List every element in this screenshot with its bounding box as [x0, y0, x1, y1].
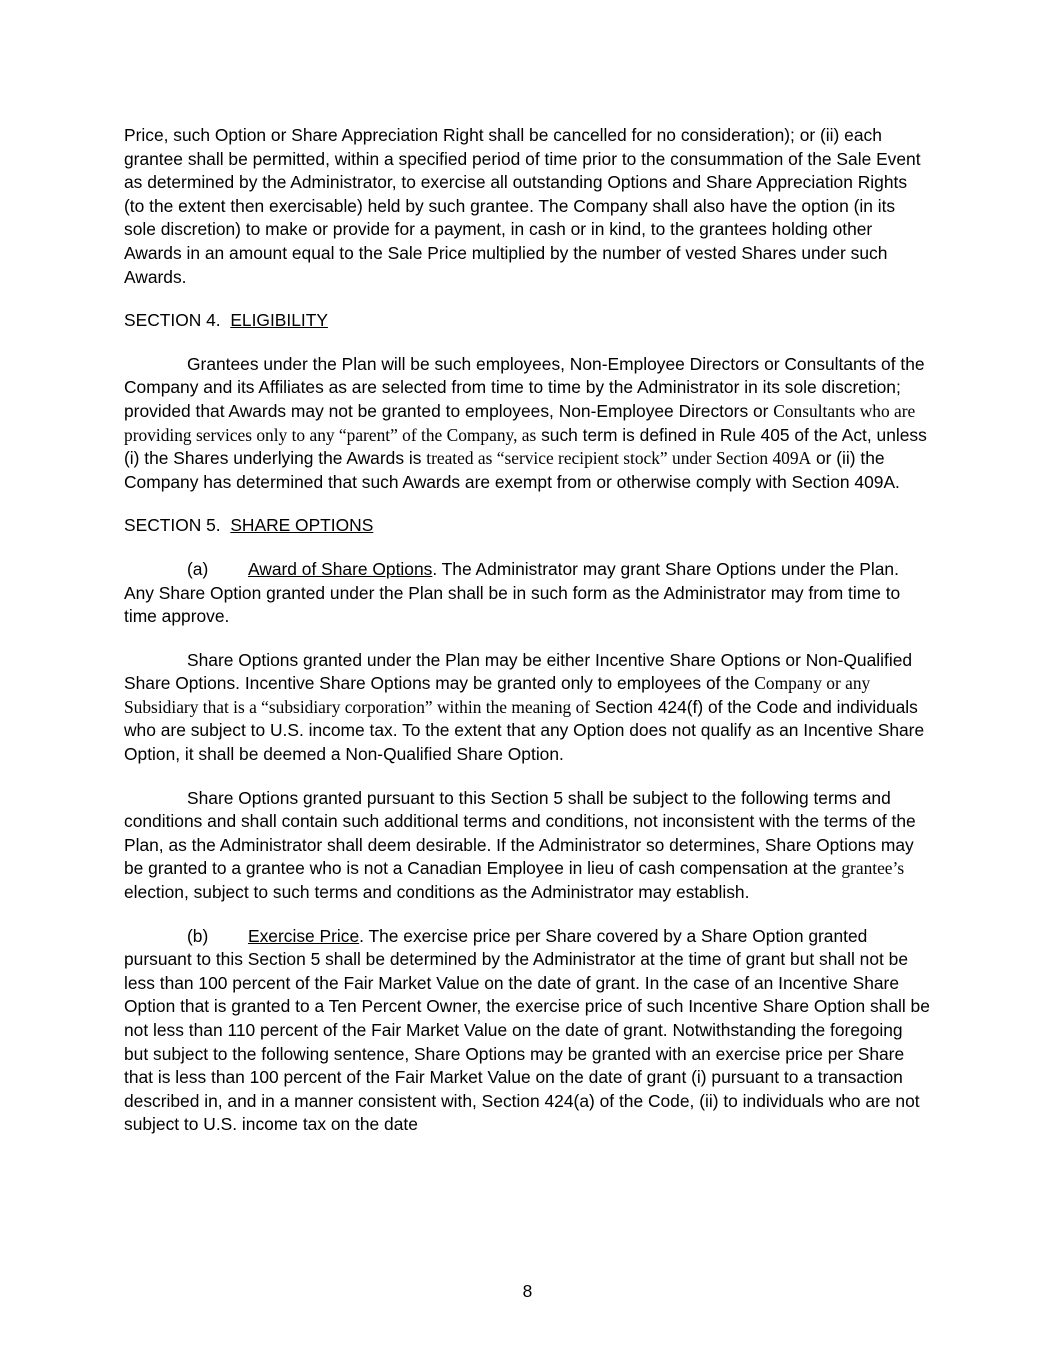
subsection-a-title: Award of Share Options	[248, 558, 433, 579]
subsection-b-label: (b)	[187, 925, 209, 946]
paragraph-eligibility	[124, 353, 930, 495]
eligibility-text-2: Consultants who are providing services only to any “parent” of the Company, as	[124, 400, 916, 445]
section-5-title: SHARE OPTIONS	[230, 515, 374, 536]
eligibility-text-3: such term is defined in Rule 405 of the Act, unless (i) the Shares underlying the Awards is	[124, 424, 927, 469]
page-number: 8	[522, 1281, 533, 1301]
section-4-number: SECTION 4.	[124, 310, 221, 331]
option-types-text-2: Company or any Subsidiary that is a “subsidiary corporation” within the meaning of	[124, 673, 871, 717]
section-4-title: ELIGIBILITY	[230, 310, 328, 331]
section-5-number: SECTION 5.	[124, 515, 221, 536]
document-page	[124, 124, 930, 1157]
eligibility-text-5: or (ii) the Company has determined that such Awards are exempt from or otherwise comply with Section 409A.	[124, 448, 900, 492]
option-types-text-1: Share Options granted under the Plan may be either Incentive Share Options or Non-Qualified Share Options. Incentive Share Options may be granted only to employees of the	[124, 649, 913, 694]
section-4-heading	[124, 309, 930, 333]
paragraph-terms-and-conditions	[124, 787, 930, 905]
terms-text-1: Share Options granted pursuant to this Section 5 shall be subject to the following terms and conditions and shall contain such additional terms and conditions, not inconsistent with the terms of the Plan, as the Administrator shall deem desirable. If the Administrator so determines, Share Options may be granted to a grantee who is not a Canadian Employee in lieu of cash compensation at the	[124, 787, 916, 879]
terms-text-2: grantee’s	[841, 858, 905, 879]
paragraph-option-types	[124, 649, 930, 767]
terms-text-3: election, subject to such terms and conditions as the Administrator may establish.	[124, 882, 750, 903]
paragraph-exercise-price	[124, 925, 930, 1137]
paragraph-sale-event-continuation: Price, such Option or Share Appreciation Right shall be cancelled for no consideration); or (ii) each grantee shall be permitted, within a specified period of time prior to the consummation of the Sale Event as determined by the Administrator, to exercise all outstanding Options and Share Appreciation Rights (to the extent then exercisable) held by such grantee. The Company shall also have the option (in its sole discretion) to make or provide for a payment, in cash or in kind, to the grantees holding other Awards in an amount equal to the Sale Price multiplied by the number of vested Shares under such Awards.	[124, 125, 921, 287]
eligibility-text-1: Grantees under the Plan will be such employees, Non-Employee Directors or Consultants of the Company and its Affiliates as are selected from time to time by the Administrator in its sole discretion; provided that Awards may not be granted to employees, Non-Employee Directors or	[124, 353, 925, 421]
subsection-b-text: . The exercise price per Share covered by a Share Option granted pursuant to this Section 5 shall be determined by the Administrator at the time of grant but shall not be less than 100 percent of the Fair Market Value on the date of grant. In the case of an Incentive Share Option that is granted to a Ten Percent Owner, the exercise price of such Incentive Share Option shall be not less than 110 percent of the Fair Market Value on the date of grant. Notwithstanding the foregoing but subject to the following sentence, Share Options may be granted with an exercise price per Share that is less than 100 percent of the Fair Market Value on the date of grant (i) pursuant to a transaction described in, and in a manner consistent with, Section 424(a) of the Code, (ii) to individuals who are not subject to U.S. income tax on the date	[124, 925, 930, 1135]
subsection-b-title: Exercise Price	[248, 925, 360, 946]
section-5-heading	[124, 514, 930, 538]
option-types-text-3: Section 424(f) of the Code and individuals who are subject to U.S. income tax. To the extent that any Option does not qualify as an Incentive Share Option, it shall be deemed a Non-Qualified Share Option.	[124, 696, 925, 765]
subsection-a-label: (a)	[187, 558, 209, 579]
subsection-a-text: . The Administrator may grant Share Options under the Plan. Any Share Option granted under the Plan shall be in such form as the Administrator may from time to time approve.	[124, 558, 901, 627]
paragraph-award-of-share-options	[124, 558, 930, 629]
eligibility-text-4: treated as “service recipient stock” under Section 409A	[426, 448, 812, 469]
